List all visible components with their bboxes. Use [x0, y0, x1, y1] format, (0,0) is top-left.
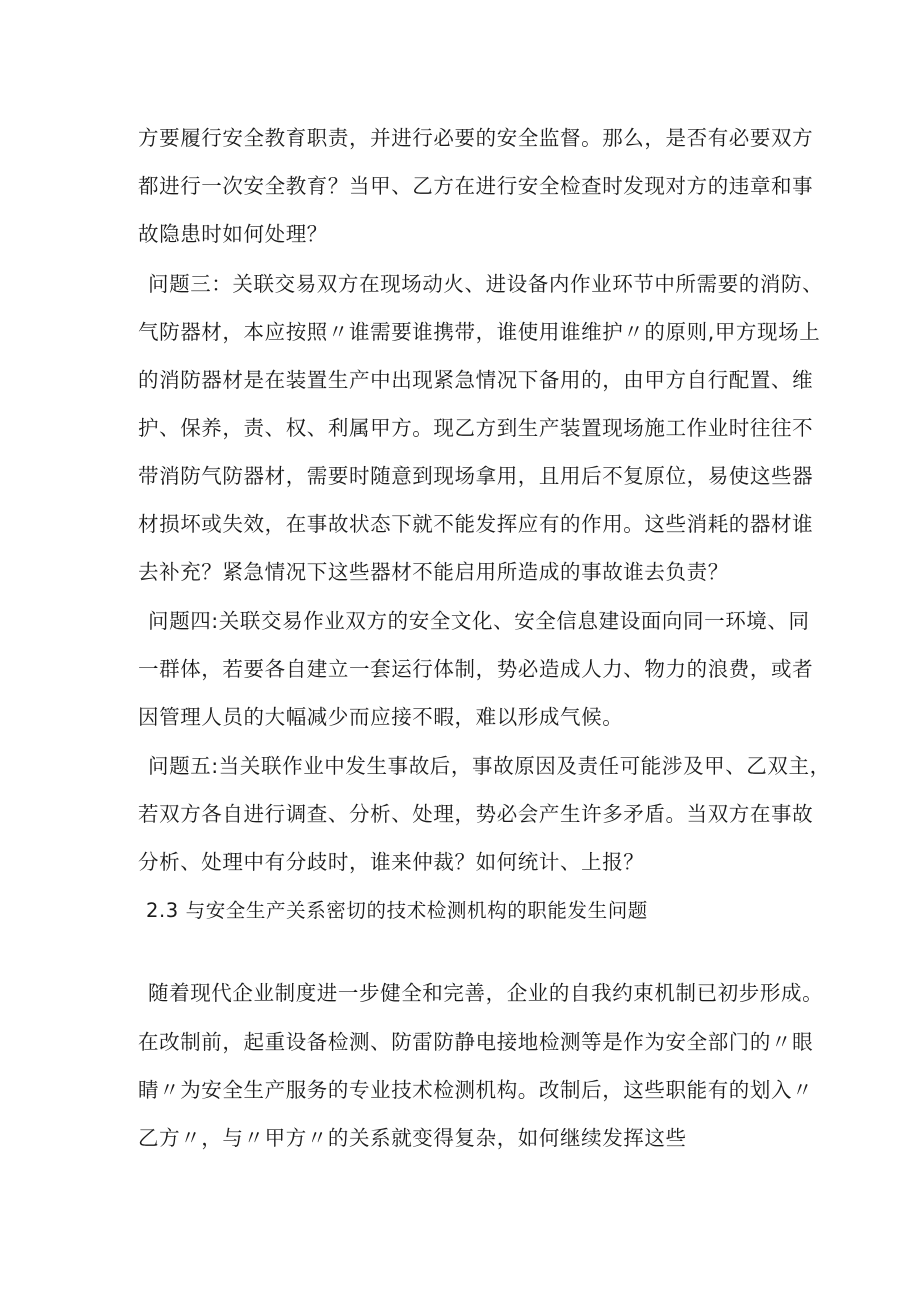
body-text-line: 在改制前，起重设备检测、防雷防静电接地检测等是作为安全部门的〃眼	[138, 1030, 814, 1054]
body-text-line: 一群体，若要各自建立一套运行体制，势必造成人力、物力的浪费，或者	[138, 657, 814, 681]
body-text-line: 都进行一次安全教育？当甲、乙方在进行安全检查时发现对方的违章和事	[138, 174, 814, 198]
body-text-line: 方要履行安全教育职责，并进行必要的安全监督。那么，是否有必要双方	[138, 126, 814, 150]
body-text-line: 故隐患时如何处理？	[138, 222, 328, 246]
body-text-line: 的消防器材是在装置生产中出现紧急情况下备用的，由甲方自行配置、维	[138, 368, 814, 392]
paragraph-start-line: 问题四:关联交易作业双方的安全文化、安全信息建设面向同一环境、同	[148, 609, 810, 633]
body-text-line: 乙方〃，与〃甲方〃的关系就变得复杂，如何继续发挥这些	[138, 1126, 687, 1150]
body-text-line: 因管理人员的大幅减少而应接不暇，难以形成气候。	[138, 705, 624, 729]
paragraph-start-line: 问题三：关联交易双方在现场动火、进设备内作业环节中所需要的消防、	[148, 272, 824, 296]
body-text-line: 护、保养，责、权、利属甲方。现乙方到生产装置现场施工作业时往往不	[138, 416, 814, 440]
section-heading: 2.3 与安全生产关系密切的技术检测机构的职能发生问题	[146, 899, 648, 922]
body-text-line: 睛〃为安全生产服务的专业技术检测机构。改制后，这些职能有的划入〃	[138, 1078, 814, 1102]
body-text-line: 去补充？紧急情况下这些器材不能启用所造成的事故谁去负责？	[138, 560, 729, 584]
body-text-line: 气防器材，本应按照〃谁需要谁携带，谁使用谁维护〃的原则,甲方现场上	[138, 320, 821, 344]
paragraph-start-line: 问题五:当关联作业中发生事故后，事故原因及责任可能涉及甲、乙双主，	[148, 754, 831, 778]
body-text-line: 带消防气防器材，需要时随意到现场拿用，且用后不复原位，易使这些器	[138, 464, 814, 488]
paragraph-start-line: 随着现代企业制度进一步健全和完善，企业的自我约束机制已初步形成。	[148, 981, 824, 1005]
body-text-line: 若双方各自进行调查、分析、处理，势必会产生许多矛盾。当双方在事故	[138, 802, 814, 826]
body-text-line: 分析、处理中有分歧时，谁来仲裁？如何统计、上报？	[138, 850, 645, 874]
body-text-line: 材损坏或失效，在事故状态下就不能发挥应有的作用。这些消耗的器材谁	[138, 512, 814, 536]
